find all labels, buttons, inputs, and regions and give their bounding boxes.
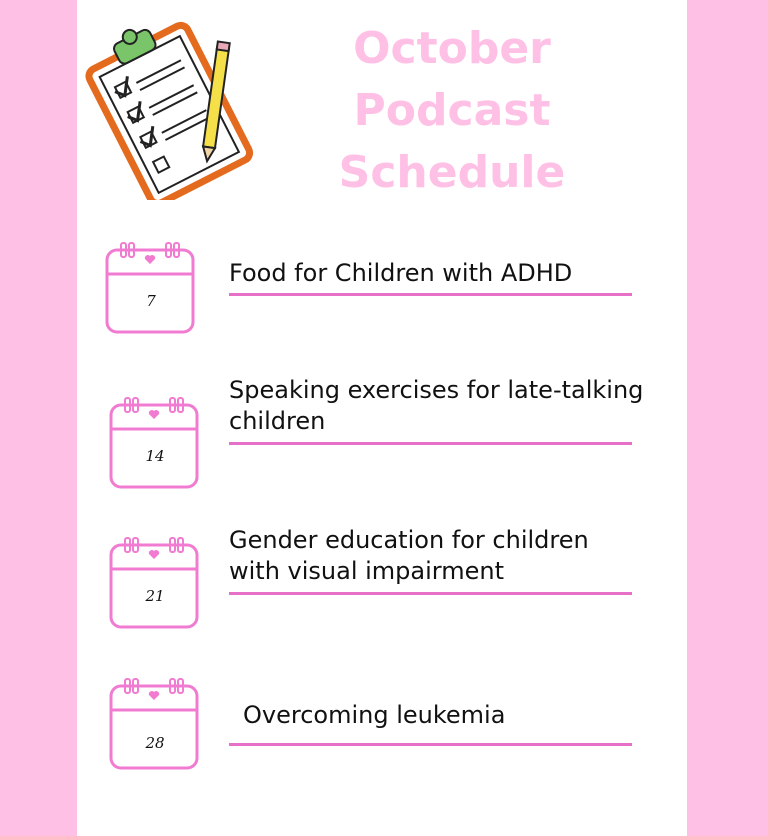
calendar-day: 14 [145, 447, 165, 465]
topic-title [243, 700, 505, 731]
topic-title [229, 375, 643, 437]
topic-underline [229, 743, 632, 746]
topic-line: Speaking exercises for late-talking [229, 376, 644, 404]
topic-underline [229, 592, 632, 595]
calendar-day: 7 [146, 292, 156, 310]
calendar-icon [107, 395, 203, 491]
calendar-icon [107, 676, 203, 772]
topic-line: with visual impairment [229, 557, 505, 585]
topic-underline [229, 442, 632, 445]
topic-line: Food for Children with ADHD [229, 259, 573, 287]
title-line-2: Podcast [353, 85, 551, 136]
title-line-3: Schedule [338, 147, 566, 198]
title-line-1: October [353, 23, 551, 74]
topic-line: children [229, 407, 326, 435]
calendar-icon [107, 535, 203, 631]
topic-title [229, 258, 572, 289]
topic-line: Gender education for children [229, 526, 589, 554]
schedule-page [77, 0, 687, 836]
topic-line: Overcoming leukemia [243, 701, 506, 729]
page-title [332, 18, 572, 204]
topic-underline [229, 293, 632, 296]
calendar-day: 28 [145, 734, 165, 752]
clipboard-icon [77, 10, 262, 200]
calendar-day: 21 [145, 587, 165, 605]
topic-title [229, 525, 589, 587]
calendar-icon [103, 240, 199, 336]
